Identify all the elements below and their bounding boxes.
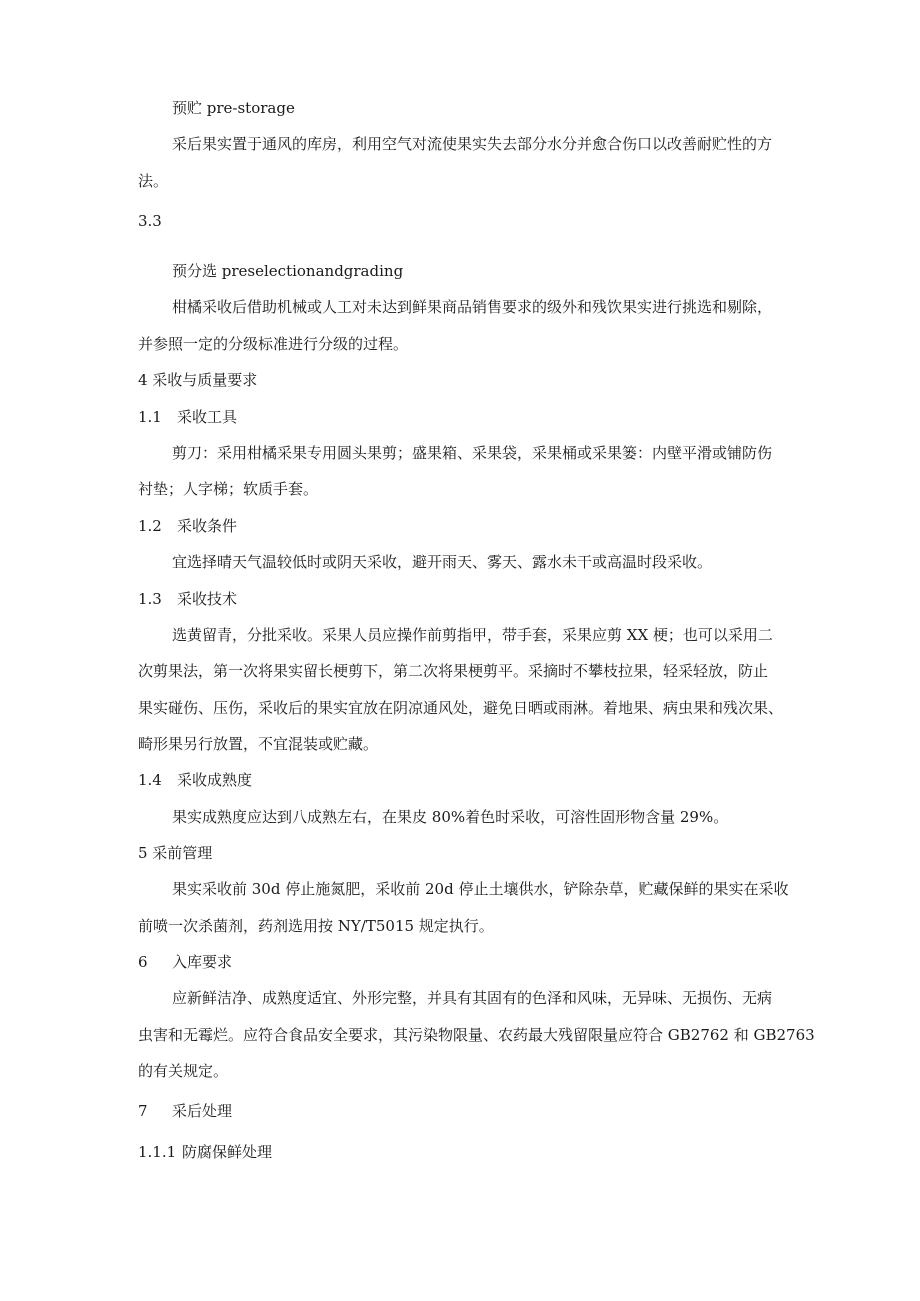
paragraph-line: 应新鲜洁净、成熟度适宜、外形完整，并具有其固有的色泽和风味，无异味、无损伤、无病 xyxy=(172,989,773,1007)
subsection-number: 1.1.1 xyxy=(138,1143,177,1161)
subsection-number: 1.2 xyxy=(138,517,162,535)
paragraph-line: 果实成熟度应达到八成熟左右，在果皮 80%着色时采收，可溶性固形物含量 29%。 xyxy=(172,808,729,826)
paragraph-line: 选黄留青，分批采收。采果人员应操作前剪指甲，带手套，采果应剪 XX 梗；也可以采用二 xyxy=(172,626,773,644)
subsection-title: 采收成熟度 xyxy=(177,771,253,789)
paragraph-line: 果实采收前 30d 停止施氮肥，采收前 20d 停止土壤供水，铲除杂草，贮藏保鲜的果实在采收 xyxy=(172,880,789,898)
paragraph-line: 次剪果法，第一次将果实留长梗剪下，第二次将果梗剪平。采摘时不攀枝拉果，轻采轻放，防止 xyxy=(138,662,769,680)
section-4-title: 4 采收与质量要求 xyxy=(138,371,258,389)
paragraph-line: 衬垫；人字梯；软质手套。 xyxy=(138,480,319,498)
term-prestorage-body-line: 采后果实置于通风的库房，利用空气对流使果实失去部分水分并愈合伤口以改善耐贮性的方 xyxy=(172,135,773,153)
subsection-number: 1.1 xyxy=(138,408,162,426)
term-preselection-body-line: 柑橘采收后借助机械或人工对未达到鲜果商品销售要求的级外和残饮果实进行挑选和剔除， xyxy=(172,298,773,316)
paragraph-line: 的有关规定。 xyxy=(138,1062,229,1080)
paragraph-line: 虫害和无霉烂。应符合食品安全要求，其污染物限量、农药最大残留限量应符合 GB2762 和 GB2763 xyxy=(138,1026,815,1044)
subsection-title: 采收工具 xyxy=(177,408,238,426)
term-preselection-body-line: 并参照一定的分级标准进行分级的过程。 xyxy=(138,335,409,353)
paragraph-line: 畸形果另行放置，不宜混装或贮藏。 xyxy=(138,735,379,753)
section-5-title: 5 采前管理 xyxy=(138,844,213,862)
term-prestorage-heading: 预贮 pre-storage xyxy=(172,99,295,117)
clause-number: 3.3 xyxy=(138,212,162,230)
subsection-number: 1.4 xyxy=(138,771,162,789)
term-preselection-heading: 预分选 preselectionandgrading xyxy=(172,262,404,280)
paragraph-line: 前喷一次杀菌剂，药剂选用按 NY/T5015 规定执行。 xyxy=(138,917,494,935)
section-number: 6 xyxy=(138,953,148,971)
subsection-title: 防腐保鲜处理 xyxy=(182,1143,273,1161)
paragraph-line: 果实碰伤、压伤，采收后的果实宜放在阴凉通风处，避免日晒或雨淋。着地果、病虫果和残次果、 xyxy=(138,699,784,717)
subsection-title: 采收技术 xyxy=(177,590,238,608)
section-6-title: 入库要求 xyxy=(172,953,233,971)
subsection-number: 1.3 xyxy=(138,590,162,608)
subsection-title: 采收条件 xyxy=(177,517,238,535)
paragraph-line: 宜选择晴天气温较低时或阴天采收，避开雨天、雾天、露水未干或高温时段采收。 xyxy=(172,553,713,571)
section-number: 7 xyxy=(138,1102,148,1120)
paragraph-line: 剪刀：采用柑橘采果专用圆头果剪；盛果箱、采果袋，采果桶或采果篓：内壁平滑或铺防伤 xyxy=(172,444,773,462)
term-prestorage-body-line: 法。 xyxy=(138,172,169,190)
section-7-title: 采后处理 xyxy=(172,1102,233,1120)
